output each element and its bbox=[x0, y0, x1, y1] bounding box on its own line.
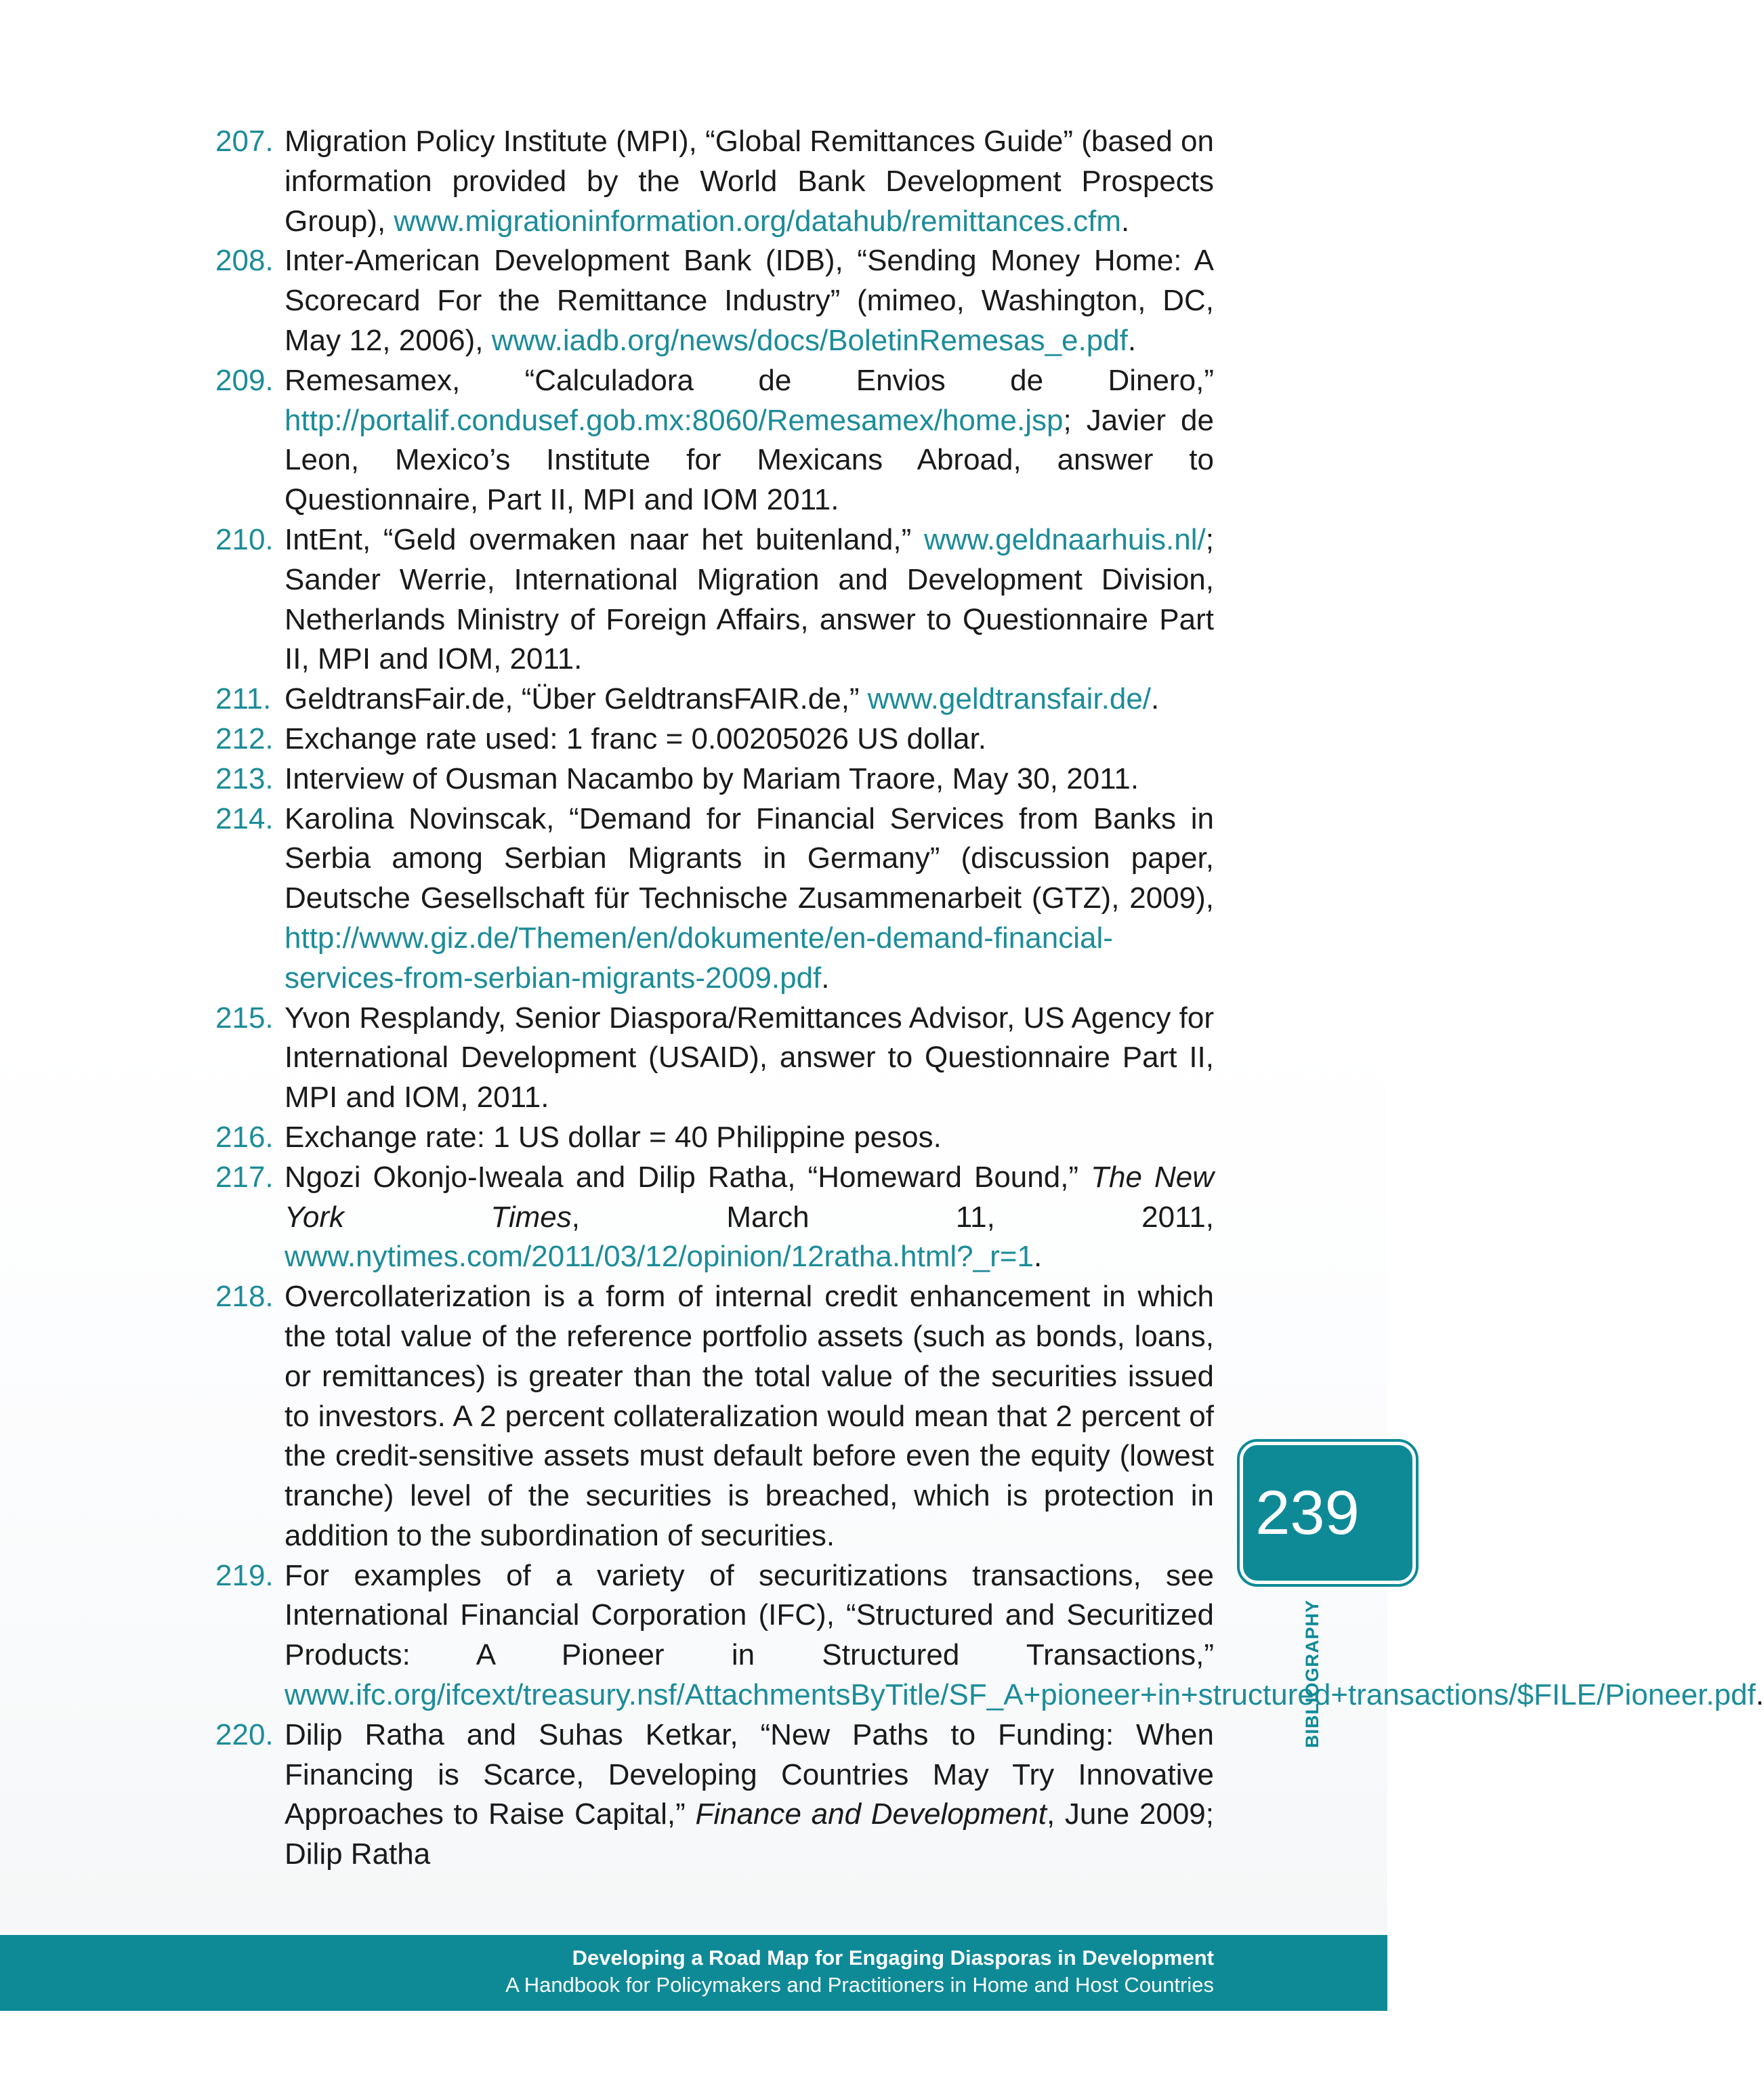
endnote-text-end: . bbox=[1755, 1678, 1764, 1712]
page-number: 239 bbox=[1255, 1478, 1360, 1547]
endnote-text: Ngozi Okonjo-Iweala and Dilip Ratha, “Homeward Bound,” bbox=[285, 1160, 1091, 1194]
endnote-link[interactable]: http://portalif.condusef.gob.mx:8060/Remesamex/home.jsp bbox=[285, 403, 1064, 437]
endnote-215 bbox=[215, 999, 1214, 1118]
endnote-212 bbox=[215, 720, 1214, 759]
endnote-text-end: . bbox=[821, 961, 830, 995]
endnote-211 bbox=[215, 680, 1214, 720]
endnote-217 bbox=[215, 1158, 1214, 1277]
endnote-link[interactable]: www.nytimes.com/2011/03/12/opinion/12ratha.html?_r=1 bbox=[285, 1240, 1034, 1274]
endnote-text: GeldtransFair.de, “Über GeldtransFAIR.de,” bbox=[285, 682, 868, 716]
endnote-text: Yvon Resplandy, Senior Diaspora/Remittances Advisor, US Agency for International Development (USAID), answer to Questionnaire Part II, MPI and IOM, 2011. bbox=[285, 1001, 1214, 1115]
endnote-number: 213. bbox=[215, 762, 274, 795]
endnote-number: 211. bbox=[215, 682, 272, 716]
endnote-text-end: . bbox=[1120, 204, 1130, 238]
endnote-text: Remesamex, “Calculadora de Envios de Dinero,” bbox=[285, 363, 1214, 397]
endnote-text: Exchange rate used: 1 franc = 0.00205026 US dollar. bbox=[285, 722, 986, 755]
footer-book-title: Developing a Road Map for Engaging Diasporas in Development bbox=[572, 1946, 1214, 1970]
endnote-text-end: . bbox=[1033, 1240, 1043, 1274]
endnote-number: 207. bbox=[215, 125, 274, 158]
endnote-text-mid: , June 2009; Dilip Ratha bbox=[285, 1797, 1214, 1871]
endnote-number: 218. bbox=[215, 1280, 274, 1314]
endnote-207 bbox=[215, 122, 1214, 241]
endnote-text: Karolina Novinscak, “Demand for Financial Services from Banks in Serbia among Serbian Migrants in Germany” (discussion paper, Deutsche Gesellschaft für Technische Zusammenarbeit (GTZ), 2009), bbox=[285, 801, 1214, 915]
endnote-text: Interview of Ousman Nacambo by Mariam Traore, May 30, 2011. bbox=[285, 762, 1139, 795]
endnote-text-mid: , March 11, 2011, bbox=[571, 1200, 1215, 1234]
endnote-text: Dilip Ratha and Suhas Ketkar, “New Paths to Funding: When Financing is Scarce, Developing Countries May Try Innovative Approaches to Raise Capital,” bbox=[285, 1717, 1214, 1831]
endnote-210 bbox=[215, 520, 1214, 680]
endnote-link[interactable]: www.ifc.org/ifcext/treasury.nsf/AttachmentsByTitle/SF_A+pioneer+in+structured+transactions/$FILE/Pioneer.pdf bbox=[285, 1678, 1756, 1712]
endnote-text: Exchange rate: 1 US dollar = 40 Philippine pesos. bbox=[285, 1120, 942, 1154]
endnote-number: 220. bbox=[215, 1717, 274, 1751]
endnote-number: 209. bbox=[215, 363, 274, 397]
endnote-publication: The New York Times bbox=[285, 1160, 1214, 1234]
endnote-text-end: . bbox=[1151, 682, 1160, 716]
footer-book-subtitle: A Handbook for Policymakers and Practitioners in Home and Host Countries bbox=[505, 1973, 1214, 1997]
endnote-text: Inter-American Development Bank (IDB), “Sending Money Home: A Scorecard For the Remittance Industry” (mimeo, Washington, DC, May 12, 2006), bbox=[285, 244, 1214, 357]
endnote-link[interactable]: www.migrationinformation.org/datahub/remittances.cfm bbox=[394, 204, 1121, 238]
endnote-link[interactable]: www.iadb.org/news/docs/BoletinRemesas_e.pdf bbox=[491, 323, 1128, 357]
endnote-text-end: ; Sander Werrie, International Migration and Development Division, Netherlands Ministry of Foreign Affairs, answer to Questionnaire Part II, MPI and IOM, 2011. bbox=[285, 522, 1214, 676]
endnote-number: 216. bbox=[215, 1120, 274, 1154]
endnote-214 bbox=[215, 799, 1214, 999]
endnote-link[interactable]: http://www.giz.de/Themen/en/dokumente/en-demand-financial-services-from-serbian-migrants-2009.pdf bbox=[285, 921, 1113, 995]
endnote-text: Overcollaterization is a form of internal credit enhancement in which the total value of the reference portfolio assets (such as bonds, loans, or remittances) is greater than the total value of the securities issued to investors. A 2 percent collateralization would mean that 2 percent of the credit-sensitive assets must default before even the equity (lowest tranche) level of the securities is breached, which is protection in addition to the subordination of securities. bbox=[285, 1280, 1214, 1552]
endnote-publication: Finance and Development bbox=[695, 1797, 1047, 1831]
endnote-number: 208. bbox=[215, 244, 274, 278]
endnote-number: 215. bbox=[215, 1001, 274, 1035]
endnote-209 bbox=[215, 361, 1214, 520]
endnote-text-end: ; Javier de Leon, Mexico’s Institute for Mexicans Abroad, answer to Questionnaire, Part II, MPI and IOM 2011. bbox=[285, 403, 1214, 517]
endnote-number: 217. bbox=[215, 1160, 274, 1194]
section-label: BIBLIOGRAPHY bbox=[1302, 1599, 1322, 1748]
endnote-208 bbox=[215, 241, 1214, 360]
endnote-number: 210. bbox=[215, 522, 274, 556]
endnote-link[interactable]: www.geldtransfair.de/ bbox=[867, 682, 1152, 716]
endnote-213 bbox=[215, 759, 1214, 799]
endnote-218 bbox=[215, 1277, 1214, 1556]
endnote-text: Migration Policy Institute (MPI), “Global Remittances Guide” (based on information provided by the World Bank Development Prospects Group), bbox=[285, 125, 1214, 238]
endnote-number: 214. bbox=[215, 801, 274, 835]
endnote-link[interactable]: www.geldnaarhuis.nl/ bbox=[923, 522, 1206, 556]
endnote-text: For examples of a variety of securitizations transactions, see International Financial Corporation (IFC), “Structured and Securitized Products: A Pioneer in Structured Transactions,” bbox=[285, 1558, 1214, 1672]
endnote-number: 212. bbox=[215, 722, 274, 755]
endnote-text-end: . bbox=[1127, 323, 1137, 357]
endnote-220 bbox=[215, 1715, 1214, 1875]
endnote-number: 219. bbox=[215, 1558, 274, 1592]
endnote-text: IntEnt, “Geld overmaken naar het buitenland,” bbox=[285, 522, 924, 556]
endnote-216 bbox=[215, 1118, 1214, 1158]
